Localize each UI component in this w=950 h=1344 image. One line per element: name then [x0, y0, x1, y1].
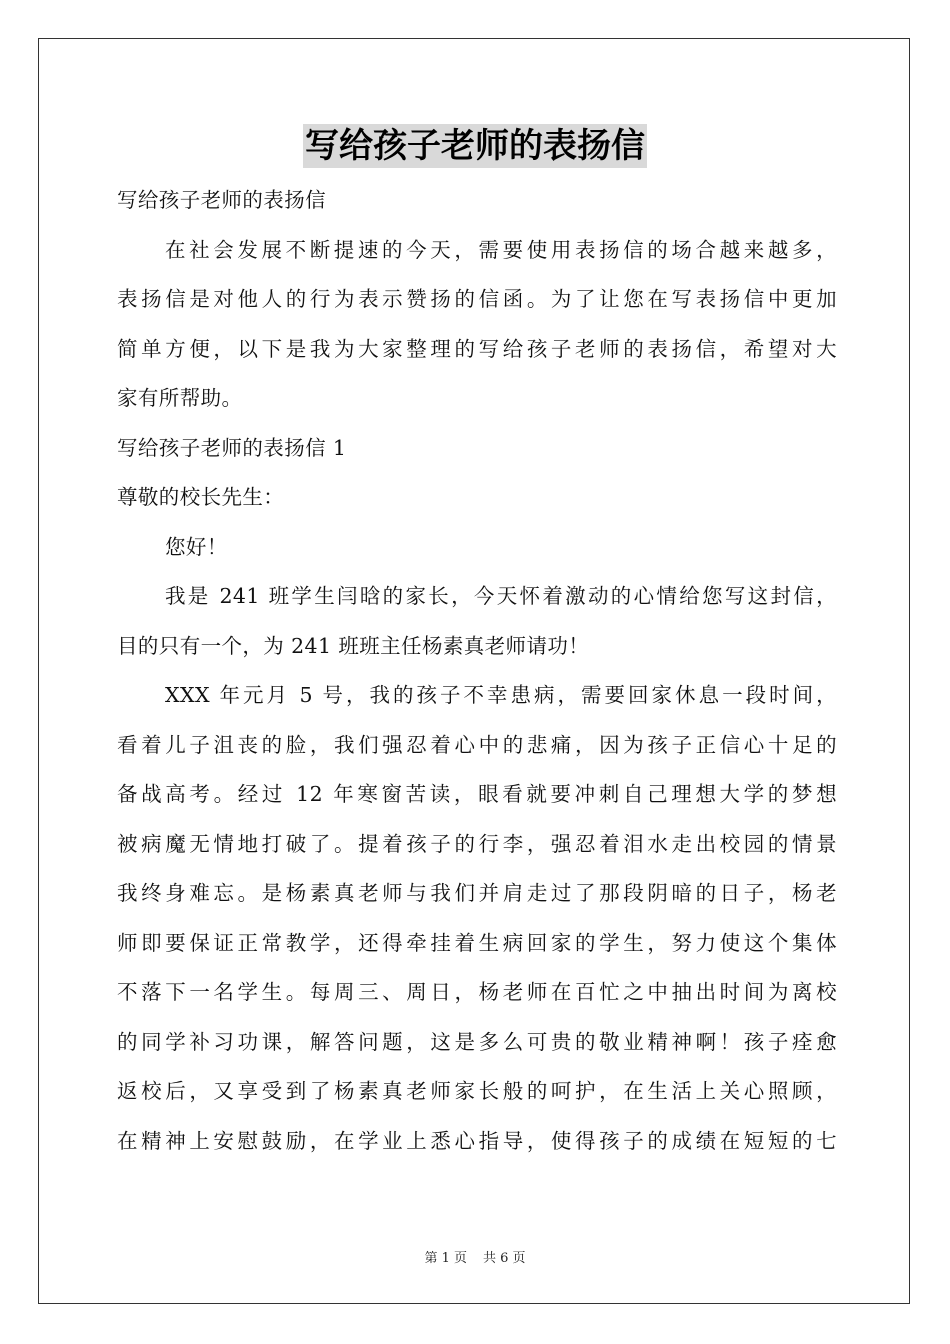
text-line: 写给孩子老师的表扬信 1	[117, 435, 347, 460]
text-line: 家有所帮助。	[117, 386, 243, 410]
text-line: 不落下一名学生。每周三、周日，杨老师在百忙之中抽出时间为离校	[117, 980, 837, 1004]
text-line: 您好！	[165, 534, 228, 559]
page-number-total: 共 6 页	[483, 1251, 526, 1266]
text-line: 被病魔无情地打破了。提着孩子的行李，强忍着泪水走出校园的情景	[117, 831, 837, 856]
text-line: 目的只有一个，为 241 班班主任杨素真老师请功！	[117, 633, 590, 658]
title-container	[0, 124, 950, 168]
text-line: 表扬信是对他人的行为表示赞扬的信函。为了让您在写表扬信中更加	[117, 287, 837, 311]
document-title: 写给孩子老师的表扬信	[305, 126, 645, 166]
text-line: 简单方便，以下是我为大家整理的写给孩子老师的表扬信，希望对大	[117, 336, 837, 361]
document-body	[117, 176, 837, 1166]
page-footer	[0, 1247, 950, 1266]
text-line: 返校后，又享受到了杨素真老师家长般的呵护，在生活上关心照顾，	[117, 1079, 837, 1103]
text-line: 我终身难忘。是杨素真老师与我们并肩走过了那段阴暗的日子，杨老	[117, 881, 837, 905]
text-line: 在精神上安慰鼓励，在学业上悉心指导，使得孩子的成绩在短短的七	[117, 1128, 837, 1153]
text-line: 在社会发展不断提速的今天，需要使用表扬信的场合越来越多，	[165, 237, 837, 262]
text-line: 备战高考。经过 12 年寒窗苦读，眼看就要冲刺自己理想大学的梦想	[117, 782, 837, 806]
text-line: 师即要保证正常教学，还得牵挂着生病回家的学生，努力使这个集体	[117, 930, 837, 955]
text-line: 我是 241 班学生闫晗的家长，今天怀着激动的心情给您写这封信，	[165, 584, 837, 608]
text-line: 写给孩子老师的表扬信	[117, 188, 326, 212]
text-line: 看着儿子沮丧的脸，我们强忍着心中的悲痛，因为孩子正信心十足的	[117, 732, 837, 757]
text-line: 的同学补习功课，解答问题，这是多么可贵的敬业精神啊！孩子痊愈	[117, 1029, 837, 1054]
text-line: 尊敬的校长先生：	[117, 485, 285, 509]
text-line: XXX 年元月 5 号，我的孩子不幸患病，需要回家休息一段时间，	[165, 683, 837, 707]
page-number-current: 第 1 页	[424, 1251, 467, 1266]
